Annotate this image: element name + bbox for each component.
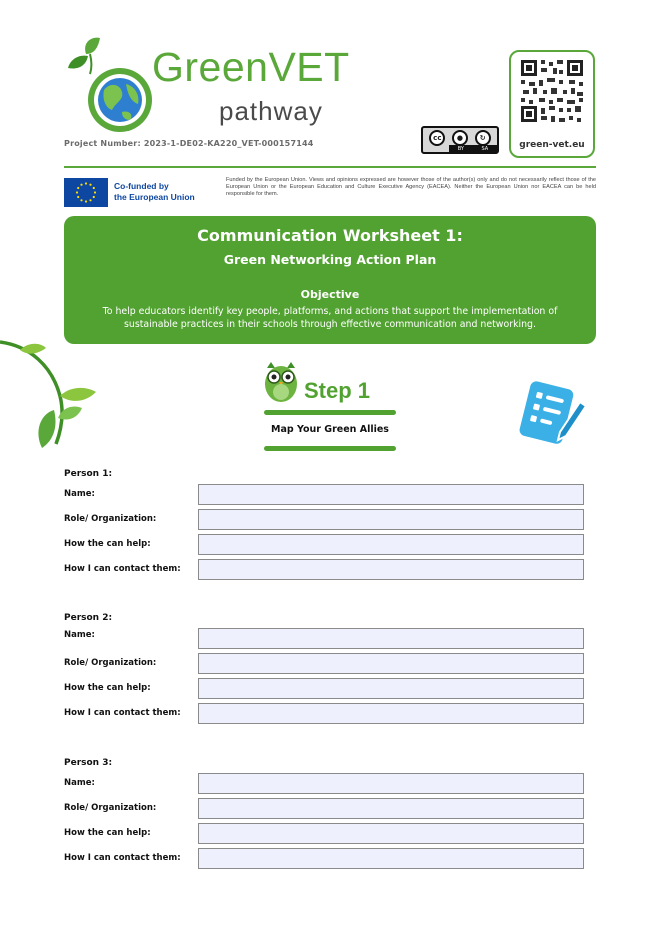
eu-flag-icon <box>64 178 108 207</box>
brand-subtitle: pathway <box>219 96 323 126</box>
person-2-role-input[interactable] <box>198 653 584 674</box>
role-label: Role/ Organization: <box>64 514 157 524</box>
qr-code-card[interactable] <box>509 50 595 158</box>
leaf-globe-logo-icon <box>64 34 164 134</box>
worksheet-banner <box>64 216 596 344</box>
person-2-help-input[interactable] <box>198 678 584 699</box>
contact-label: How I can contact them: <box>64 853 181 863</box>
qr-code-icon <box>519 58 585 124</box>
eu-cofunded-label <box>114 181 195 203</box>
person-1-help-input[interactable] <box>198 534 584 555</box>
help-label: How the can help: <box>64 828 151 838</box>
person-3-role-input[interactable] <box>198 798 584 819</box>
person-3-block <box>64 758 596 872</box>
vine-leaves-icon <box>0 336 140 456</box>
worksheet-subtitle: Green Networking Action Plan <box>223 252 437 267</box>
person-3-help-input[interactable] <box>198 823 584 844</box>
objective-text: To help educators identify key people, platforms, and actions that support the implementation of sustainable practices in their schools through effective communication and networking. <box>102 306 558 330</box>
name-label: Name: <box>64 778 95 788</box>
name-label: Name: <box>64 630 95 640</box>
license-sa-label: SA <box>481 145 489 152</box>
project-number: Project Number: 2023-1-DE02-KA220_VET-000157144 <box>64 139 314 148</box>
objective-heading: Objective <box>300 288 360 301</box>
funding-disclaimer: Funded by the European Union. Views and opinions expressed are however those of the author(s) only and do not necessarily reflect those of the European Union or the European Education and Culture Executive Agency (EACEA). Neither the European Union nor EACEA can be held responsible for them. <box>226 177 596 198</box>
contact-label: How I can contact them: <box>64 708 181 718</box>
person-2-block <box>64 613 596 727</box>
worksheet-title: Communication Worksheet 1: <box>197 226 463 245</box>
website-label[interactable]: green-vet.eu <box>519 140 585 150</box>
share-alike-icon: ↻ <box>475 130 491 146</box>
name-label: Name: <box>64 489 95 499</box>
attribution-icon: ● <box>452 130 468 146</box>
person-2-name-input[interactable] <box>198 628 584 649</box>
person-title: Person 1: <box>64 469 113 479</box>
step-divider-bottom <box>264 446 396 451</box>
eu-label-line2: the European Union <box>114 192 195 202</box>
header-divider <box>64 166 596 168</box>
role-label: Role/ Organization: <box>64 658 157 668</box>
help-label: How the can help: <box>64 683 151 693</box>
person-title: Person 3: <box>64 758 113 768</box>
contact-label: How I can contact them: <box>64 564 181 574</box>
person-title: Person 2: <box>64 613 113 623</box>
person-1-role-input[interactable] <box>198 509 584 530</box>
help-label: How the can help: <box>64 539 151 549</box>
license-by-label: BY <box>457 145 464 152</box>
eu-label-line1: Co-funded by <box>114 181 169 191</box>
person-1-block <box>64 469 596 583</box>
step-title: Step 1 <box>304 378 371 403</box>
step-heading: Map Your Green Allies <box>271 424 389 435</box>
owl-icon <box>261 360 301 404</box>
person-3-name-input[interactable] <box>198 773 584 794</box>
person-1-name-input[interactable] <box>198 484 584 505</box>
role-label: Role/ Organization: <box>64 803 157 813</box>
person-2-contact-input[interactable] <box>198 703 584 724</box>
person-1-contact-input[interactable] <box>198 559 584 580</box>
creative-commons-icon <box>421 126 499 154</box>
cc-icon: cc <box>429 130 445 146</box>
document-pencil-icon <box>512 380 592 450</box>
brand-title: GreenVET <box>152 44 350 90</box>
step-divider-top <box>264 410 396 415</box>
person-3-contact-input[interactable] <box>198 848 584 869</box>
